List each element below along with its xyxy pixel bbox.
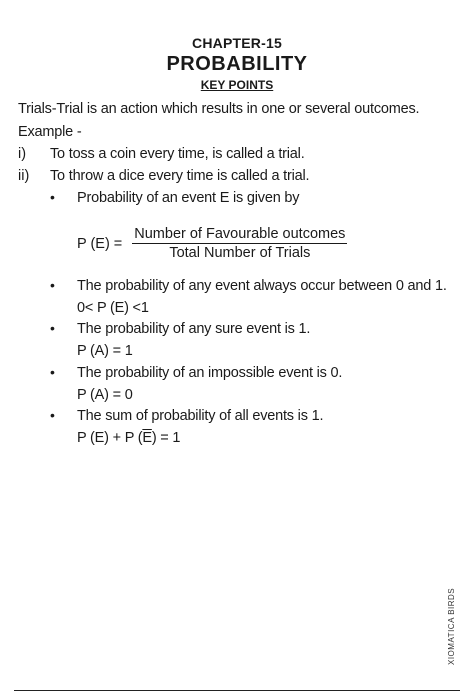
example-label: Example - (18, 124, 82, 140)
point-1-text: Probability of an event E is given by (77, 190, 300, 206)
bullet-4: • (50, 364, 55, 380)
formula-fraction (132, 226, 347, 261)
point-4-formula: P (A) = 0 (77, 387, 133, 403)
example-marker-1: i) (18, 146, 27, 162)
point-2-formula: 0< P (E) <1 (77, 300, 149, 316)
example-text-2: To throw a dice every time is called a trial. (50, 168, 310, 184)
point-2-text: The probability of any event always occur between 0 and 1. (77, 278, 447, 294)
point-3-formula: P (A) = 1 (77, 343, 133, 359)
bullet-2: • (50, 277, 55, 293)
formula-denominator: Total Number of Trials (169, 245, 311, 261)
point-5-text: The sum of probability of all events is 1. (77, 408, 324, 424)
formula-right: ) = 1 (151, 430, 181, 446)
formula-numerator: Number of Favourable outcomes (134, 226, 346, 242)
chapter-heading: CHAPTER-15 (192, 35, 282, 51)
bottom-rule (14, 690, 460, 691)
formula-lhs: P (E) = (77, 235, 123, 252)
side-watermark: XIOMATICA BIRDS (447, 587, 456, 665)
key-points-heading: KEY POINTS (200, 78, 274, 92)
point-5-formula (77, 430, 180, 446)
example-marker-2: ii) (18, 168, 30, 184)
probability-formula (77, 226, 347, 261)
bullet-1: • (50, 189, 55, 205)
example-text-1: To toss a coin every time, is called a trial. (50, 146, 305, 162)
trial-definition: Trials-Trial is an action which results in one or several outcomes. (18, 101, 420, 117)
complement-event: $\overline{E}$ (142, 430, 152, 446)
formula-left: P (E) + P ( (77, 430, 143, 446)
bullet-3: • (50, 320, 55, 336)
point-4-text: The probability of an impossible event is 0. (77, 365, 343, 381)
point-3-text: The probability of any sure event is 1. (77, 321, 311, 337)
page-title: PROBABILITY (166, 53, 308, 75)
bullet-5: • (50, 407, 55, 423)
